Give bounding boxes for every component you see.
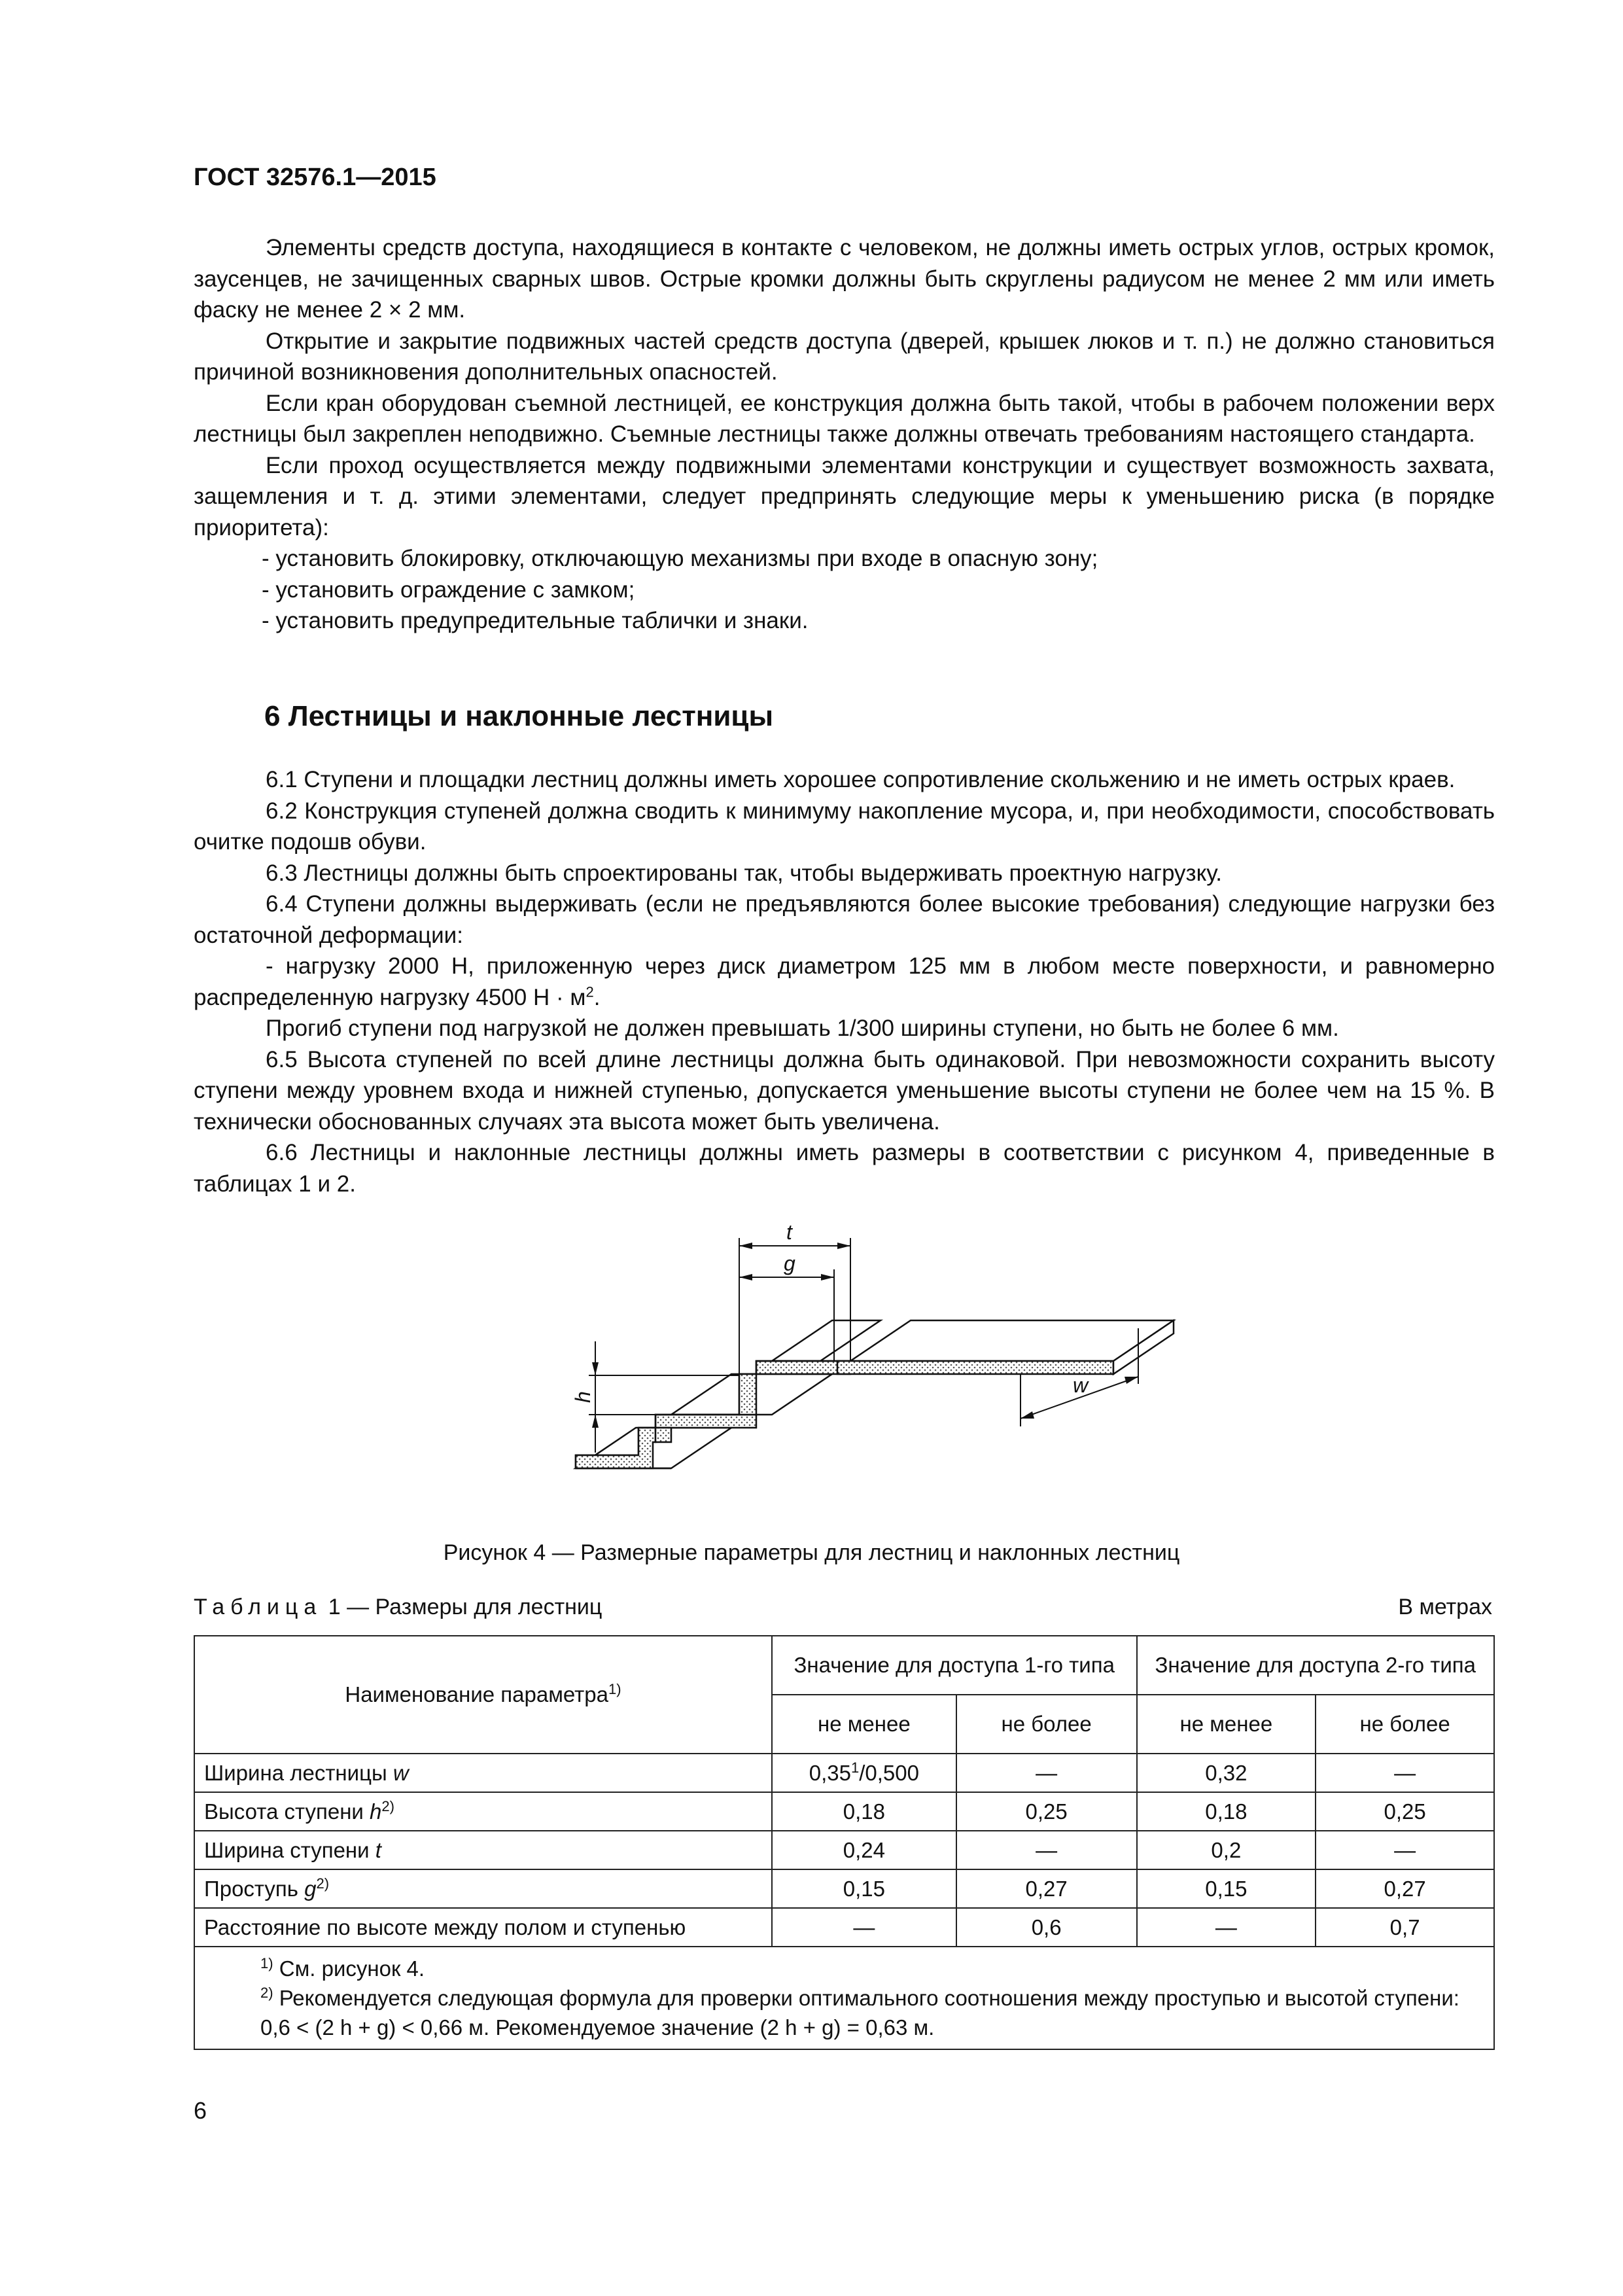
dimensions-table [194,1635,1495,2050]
paragraph: Открытие и закрытие подвижных частей средств доступа (дверей, крышек люков и т. п.) не должно становиться причиной возникновения дополнительных опасностей. [194,328,1495,385]
table-row [194,1831,1494,1869]
column-group-type1: Значение для доступа 1-го типа [772,1636,1137,1695]
cell-value: — [772,1908,956,1947]
footnote: $^{2)}$ Рекомендуется следующая формула для проверки оптимального соотношения между проступью и высотой ступени: 0,6 < (2 h + g) < 0,66 м. Рекомендуемое значение (2 h + g) = 0,63 м. [260,1985,1459,2040]
section-text [194,764,1495,1199]
column-header-max: не более [956,1695,1137,1754]
cell-value: 0,25 [956,1792,1137,1831]
table-units: В метрах [1398,1595,1492,1619]
table-row [194,1869,1494,1908]
stair-diagram-svg [571,1220,1138,1538]
param-name: Высота ступени $h^{2)}$ [194,1792,772,1831]
figure-caption: Рисунок 4 — Размерные параметры для лестниц и наклонных лестниц [443,1540,1180,1565]
param-name: Ширина лестницы w [194,1754,772,1792]
param-name: Проступь $g^{2)}$ [194,1869,772,1908]
cell-value: 0,35$^1$/0,500 [772,1754,956,1792]
table-row [194,1792,1494,1831]
list-item: - установить блокировку, отключающую механизмы при входе в опасную зону; [262,546,1098,571]
paragraph: Элементы средств доступа, находящиеся в контакте с человеком, не должны иметь острых углов, острых кромок, заусенцев, не зачищенных сварных швов. Острые кромки должны быть скруглены радиусом не менее 2 мм или иметь фаску не менее 2 × 2 мм. [194,235,1495,323]
column-header-param: Наименование параметра$^{1)}$ [194,1636,772,1754]
bottom-step-profile [655,1415,756,1428]
section-title: 6 Лестницы и наклонные лестницы [264,700,774,732]
g-label: g [784,1252,795,1275]
paragraph: 6.5 Высота ступеней по всей длине лестницы должна быть одинаковой. При невозможности сохранить высоту ступени между уровнем входа и нижней ступенью, допускается уменьшение высоты ступени не более чем на 15 %. В технически обоснованных случаях эта высота может быть увеличена. [194,1046,1495,1135]
column-header-max: не более [1316,1695,1494,1754]
paragraph: 6.3 Лестницы должны быть спроектированы так, чтобы выдерживать проектную нагрузку. [266,860,1223,886]
cell-value: 0,25 [1316,1792,1494,1831]
cell-value: 0,2 [1137,1831,1316,1869]
paragraph: 6.4 Ступени должны выдерживать (если не предъявляются более высокие требования) следующие нагрузки без остаточной деформации: [194,891,1495,948]
column-group-type2: Значение для доступа 2-го типа [1137,1636,1495,1695]
paragraph: 6.6 Лестницы и наклонные лестницы должны иметь размеры в соответствии с рисунком 4, приведенные в таблицах 1 и 2. [194,1140,1495,1197]
cell-value: 0,32 [1137,1754,1316,1792]
table-row [194,1908,1494,1947]
table-row [194,1754,1494,1792]
cell-value: — [956,1754,1137,1792]
cell-value: — [1137,1908,1316,1947]
page-number: 6 [194,2097,207,2124]
riser-profile [655,1428,671,1442]
cell-value: 0,18 [772,1792,956,1831]
table-caption-prefix: Таблица [194,1595,323,1619]
table-caption [194,1595,602,1620]
cell-value: 0,27 [956,1869,1137,1908]
cell-value: 0,15 [1137,1869,1316,1908]
table-footnotes [194,1947,1494,2049]
t-label: t [786,1220,792,1244]
param-name: Ширина ступени t [194,1831,772,1869]
cell-value: 0,6 [956,1908,1137,1947]
footnote: $^{1)}$ См. рисунок 4. [260,1955,425,1981]
list-item: - установить ограждение с замком; [262,576,635,603]
paragraph: 6.1 Ступени и площадки лестниц должны иметь хорошее сопротивление скольжению и не иметь острых краев. [266,767,1456,792]
intro-text [194,232,1495,637]
superscript: 2 [585,983,594,1000]
param-name: Расстояние по высоте между полом и ступенью [194,1908,772,1947]
load-text-end: . [593,984,601,1010]
h-label: h [571,1391,595,1403]
w-label: w [1073,1373,1089,1397]
document-header: ГОСТ 32576.1—2015 [194,164,436,191]
list-item: - установить предупредительные таблички и знаки. [262,608,809,633]
column-header-min: не менее [772,1695,956,1754]
paragraph: Если кран оборудован съемной лестницей, ее конструкция должна быть такой, чтобы в рабочем положении верх лестницы был закреплен неподвижно. Съемные лестницы также должны отвечать требованиям настоящего стандарта. [194,390,1495,447]
riser-profile [739,1374,756,1415]
middle-step-profile [756,1361,850,1374]
stair-diagram [571,1220,1138,1538]
cell-value: — [1316,1831,1494,1869]
cell-value: 0,18 [1137,1792,1316,1831]
cell-value: — [956,1831,1137,1869]
cell-value: 0,7 [1316,1908,1494,1947]
paragraph: 6.2 Конструкция ступеней должна сводить к минимуму накопление мусора, и, при необходимости, способствовать очитке подошв обуви. [194,798,1495,855]
cell-value: 0,15 [772,1869,956,1908]
cell-value: 0,24 [772,1831,956,1869]
table-caption-title: 1 — Размеры для лестниц [322,1595,602,1619]
paragraph: Прогиб ступени под нагрузкой не должен превышать 1/300 ширины ступени, но быть не более 6 мм. [266,1016,1339,1041]
cell-value: 0,27 [1316,1869,1494,1908]
list-item [194,951,1495,1013]
column-header-min: не менее [1137,1695,1316,1754]
paragraph: Если проход осуществляется между подвижными элементами конструкции и существует возможность захвата, защемления и т. д. этими элементами, следует предпринять следующие меры к уменьшению риска (в порядке приоритета): [194,452,1495,540]
landing-profile [837,1361,1113,1374]
cell-value: — [1316,1754,1494,1792]
load-text: - нагрузку 2000 Н, приложенную через диск диаметром 125 мм в любом месте поверхности, и равномерно распределенную нагрузку 4500 Н · м [194,953,1495,1010]
